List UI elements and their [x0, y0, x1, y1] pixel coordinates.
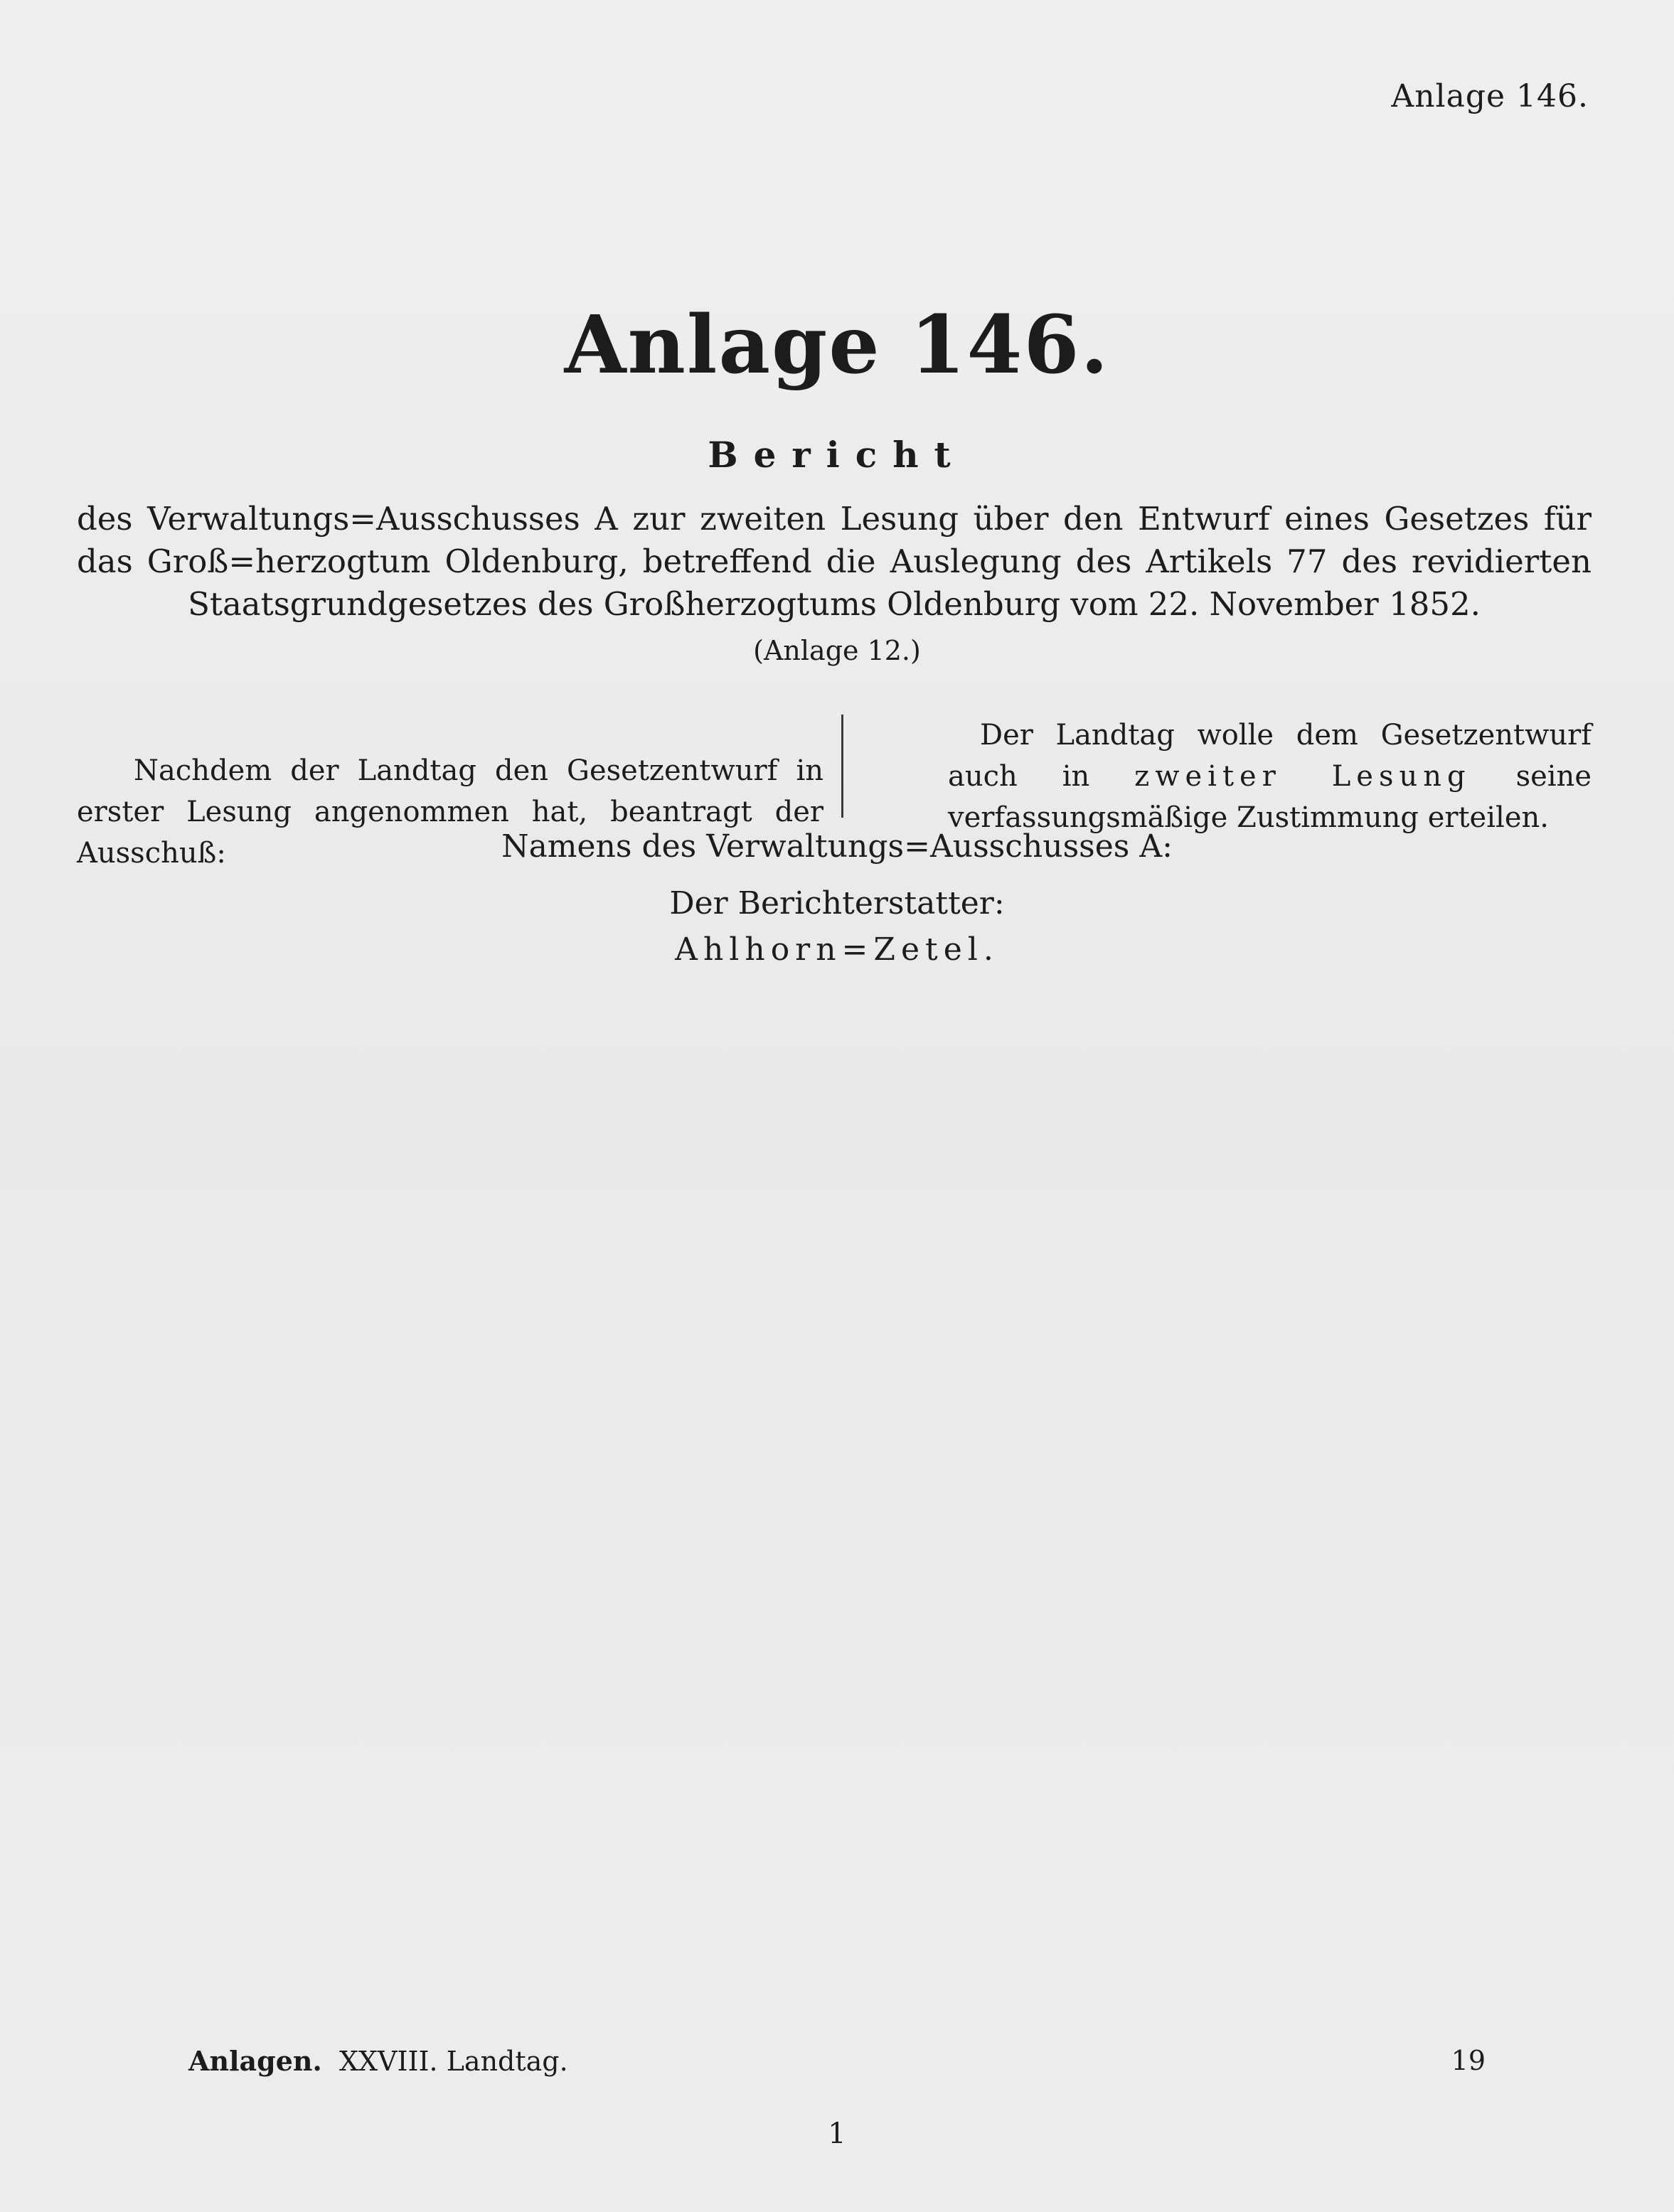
signature-committee: Namens des Verwaltungs=Ausschusses A:	[501, 828, 1173, 865]
footer-label: Anlagen.	[188, 2045, 322, 2077]
footer-left	[188, 2045, 568, 2077]
right-column-text-end: seine verfassungsmäßige Zustimmung erteilen.	[948, 760, 1592, 834]
page-title: Anlage 146.	[564, 299, 1110, 392]
report-heading: Bericht	[708, 434, 966, 476]
column-divider	[841, 715, 843, 818]
signature-name: Ahlhorn=Zetel.	[675, 931, 999, 968]
right-column-text	[948, 715, 1592, 838]
right-column-spaced-text: zweiter Lesung	[1134, 760, 1471, 793]
right-column-text-start: Der Landtag wolle dem Gesetzentwurf auch in	[948, 719, 1592, 793]
left-column-text: Nachdem der Landtag den Gesetzentwurf in erster Lesung angenommen hat, beantragt der Ausschuß:	[77, 754, 823, 870]
page-number: 1	[828, 2117, 846, 2150]
report-subject: des Verwaltungs=Ausschusses A zur zweiten Lesung über den Entwurf eines Gesetzes für das Groß=herzogtum Oldenburg, betreffend die Auslegung des Artikels 77 des revidierten Staatsgrundgesetzes des Großherzogtums Oldenburg vom 22. November 1852.	[77, 500, 1592, 623]
running-head: Anlage 146.	[1391, 78, 1589, 114]
footer-edition: XXVIII. Landtag.	[338, 2046, 568, 2077]
reference-note: (Anlage 12.)	[753, 635, 921, 666]
sheet-number: 19	[1451, 2045, 1486, 2076]
signature-role: Der Berichterstatter:	[669, 885, 1005, 921]
